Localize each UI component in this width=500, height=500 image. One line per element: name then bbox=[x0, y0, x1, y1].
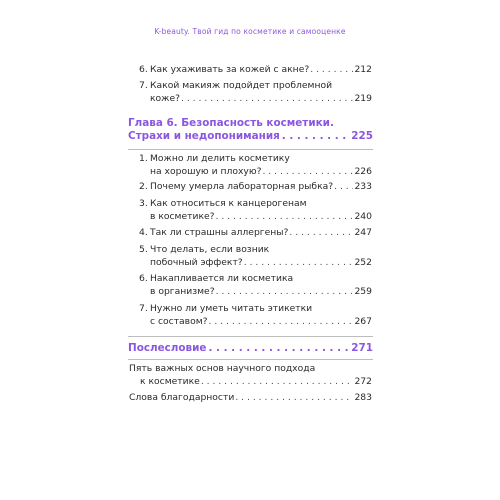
toc-entry-lab-fish[interactable] bbox=[139, 181, 372, 194]
entry-number: 6. bbox=[139, 64, 148, 75]
toc-entry-carcinogens[interactable] bbox=[139, 198, 372, 223]
toc-chapter-6[interactable] bbox=[128, 117, 373, 143]
entry-title: Так ли страшны аллергены? bbox=[150, 227, 289, 238]
entry-page: 272 bbox=[354, 375, 372, 387]
dot-leader bbox=[208, 342, 349, 355]
chapter-page: 271 bbox=[351, 342, 373, 354]
entry-number: 5. bbox=[139, 244, 148, 255]
entry-title-cont: коже? bbox=[150, 92, 180, 104]
toc-entry-accumulation[interactable] bbox=[139, 273, 372, 298]
dot-leader bbox=[216, 286, 354, 299]
entry-page: 283 bbox=[354, 392, 372, 403]
dot-leader bbox=[289, 227, 353, 240]
dot-leader bbox=[201, 376, 354, 389]
entry-title-cont: в косметике? bbox=[150, 210, 215, 222]
entry-title: Пять важных основ научного подхода bbox=[129, 363, 316, 374]
toc-entry-read-labels[interactable] bbox=[139, 303, 372, 328]
entry-title-cont: на хорошую и плохую? bbox=[150, 165, 262, 177]
dot-leader bbox=[282, 130, 350, 143]
entry-title: Что делать, если возник bbox=[150, 244, 270, 255]
dot-leader bbox=[310, 64, 353, 77]
entry-page: 252 bbox=[354, 256, 372, 268]
entry-page: 240 bbox=[354, 210, 372, 222]
dot-leader bbox=[216, 211, 354, 224]
entry-title: Как ухаживать за кожей с акне? bbox=[150, 64, 310, 75]
dot-leader bbox=[209, 316, 354, 329]
dot-leader bbox=[244, 257, 354, 270]
chapter-title: Глава 6. Безопасность косметики. bbox=[128, 117, 334, 129]
entry-page: 212 bbox=[354, 64, 372, 75]
section-divider bbox=[128, 359, 373, 360]
entry-title-cont: с составом? bbox=[150, 315, 208, 327]
entry-page: 247 bbox=[354, 227, 372, 238]
toc-entry-acknowledgements[interactable] bbox=[129, 392, 372, 405]
toc-entry-care-acne[interactable] bbox=[139, 64, 372, 77]
toc-entry-makeup-problem-skin[interactable] bbox=[139, 80, 372, 105]
entry-title-cont: к косметике bbox=[140, 375, 200, 387]
entry-title: Какой макияж подойдет проблемной bbox=[150, 80, 333, 91]
entry-title: Нужно ли уметь читать этикетки bbox=[150, 303, 313, 314]
chapter-title: Послесловие bbox=[128, 342, 207, 354]
entry-number: 7. bbox=[139, 303, 148, 314]
entry-page: 233 bbox=[354, 181, 372, 192]
entry-page: 267 bbox=[354, 315, 372, 327]
dot-leader bbox=[235, 392, 353, 405]
dot-leader bbox=[334, 181, 353, 194]
entry-title: Слова благодарности bbox=[129, 392, 235, 403]
toc-entry-good-bad-cosmetics[interactable] bbox=[139, 153, 372, 178]
entry-page: 226 bbox=[354, 165, 372, 177]
entry-title: Можно ли делить косметику bbox=[150, 153, 290, 164]
entry-number: 1. bbox=[139, 153, 148, 164]
entry-number: 6. bbox=[139, 273, 148, 284]
entry-title: Почему умерла лабораторная рыбка? bbox=[150, 181, 334, 192]
entry-number: 7. bbox=[139, 80, 148, 91]
toc-entry-five-bases[interactable] bbox=[129, 363, 372, 388]
chapter-title-cont: Страхи и недопонимания bbox=[128, 130, 280, 142]
dot-leader bbox=[262, 166, 353, 179]
entry-page: 259 bbox=[354, 285, 372, 297]
toc-entry-side-effect[interactable] bbox=[139, 244, 372, 269]
entry-page: 219 bbox=[354, 92, 372, 104]
chapter-page: 225 bbox=[351, 130, 373, 142]
toc-entry-allergens[interactable] bbox=[139, 227, 372, 240]
entry-title-cont: в организме? bbox=[150, 285, 215, 297]
entry-number: 3. bbox=[139, 198, 148, 209]
entry-title-cont: побочный эффект? bbox=[150, 256, 243, 268]
section-divider bbox=[128, 149, 373, 150]
running-header: K-beauty. Твой гид по косметике и самооценке bbox=[154, 27, 346, 36]
toc-afterword[interactable] bbox=[128, 342, 373, 355]
section-divider bbox=[128, 336, 373, 337]
dot-leader bbox=[181, 93, 353, 106]
entry-number: 2. bbox=[139, 181, 148, 192]
entry-title: Накапливается ли косметика bbox=[150, 273, 294, 284]
entry-number: 4. bbox=[139, 227, 148, 238]
entry-title: Как относиться к канцерогенам bbox=[150, 198, 307, 209]
